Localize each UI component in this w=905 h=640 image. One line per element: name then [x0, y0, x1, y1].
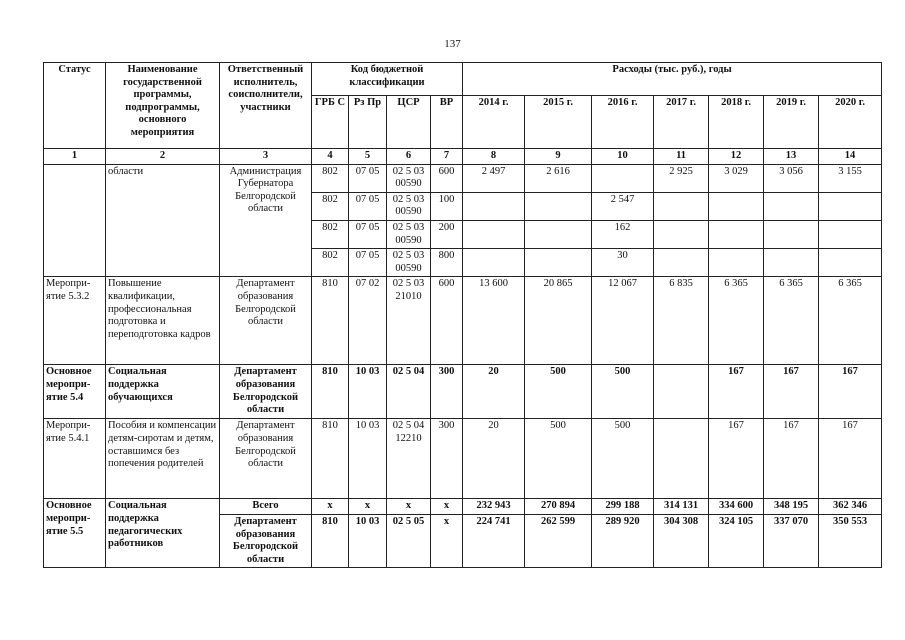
- value-cell: [764, 249, 819, 277]
- grbs-cell: 802: [312, 249, 349, 277]
- value-cell: 500: [525, 419, 592, 499]
- value-cell: [709, 220, 764, 248]
- value-cell: [463, 249, 525, 277]
- value-cell: 224 741: [463, 514, 525, 567]
- value-cell: [525, 249, 592, 277]
- responsible-cell: Департамент образования Белгородской области: [220, 365, 312, 419]
- value-cell: 348 195: [764, 499, 819, 515]
- page-number: 137: [444, 38, 461, 50]
- value-cell: 289 920: [592, 514, 654, 567]
- value-cell: [654, 192, 709, 220]
- status-cell: [44, 164, 106, 277]
- column-number-row: [44, 149, 882, 165]
- csr-cell: x: [387, 499, 431, 515]
- value-cell: [709, 192, 764, 220]
- value-cell: [463, 220, 525, 248]
- value-cell: 30: [592, 249, 654, 277]
- value-cell: [819, 192, 882, 220]
- value-cell: [764, 220, 819, 248]
- csr-cell: 02 5 03 00590: [387, 164, 431, 192]
- table-row: [44, 277, 882, 365]
- value-cell: [764, 192, 819, 220]
- value-cell: [654, 220, 709, 248]
- csr-cell: 02 5 04: [387, 365, 431, 419]
- rzpr-cell: 10 03: [349, 419, 387, 499]
- responsible-cell: Департамент образования Белгородской области: [220, 514, 312, 567]
- header-vr: ВР: [431, 96, 463, 149]
- vr-cell: 300: [431, 365, 463, 419]
- grbs-cell: 810: [312, 277, 349, 365]
- header-year: 2020 г.: [819, 96, 882, 149]
- value-cell: 314 131: [654, 499, 709, 515]
- vr-cell: 600: [431, 277, 463, 365]
- header-year: 2017 г.: [654, 96, 709, 149]
- value-cell: 167: [709, 419, 764, 499]
- value-cell: 232 943: [463, 499, 525, 515]
- value-cell: 2 616: [525, 164, 592, 192]
- name-cell: области: [106, 164, 220, 277]
- table-row: [44, 164, 882, 192]
- grbs-cell: x: [312, 499, 349, 515]
- header-year: 2016 г.: [592, 96, 654, 149]
- vr-cell: x: [431, 514, 463, 567]
- value-cell: 500: [525, 365, 592, 419]
- responsible-cell: Администрация Губернатора Белгородской области: [220, 164, 312, 277]
- value-cell: 350 553: [819, 514, 882, 567]
- value-cell: 2 547: [592, 192, 654, 220]
- responsible-cell: Департамент образования Белгородской области: [220, 419, 312, 499]
- value-cell: 334 600: [709, 499, 764, 515]
- csr-cell: 02 5 03 00590: [387, 220, 431, 248]
- header-year: 2014 г.: [463, 96, 525, 149]
- value-cell: 3 056: [764, 164, 819, 192]
- col-number: 4: [312, 149, 349, 165]
- csr-cell: 02 5 04 12210: [387, 419, 431, 499]
- rzpr-cell: x: [349, 499, 387, 515]
- csr-cell: 02 5 03 00590: [387, 249, 431, 277]
- responsible-cell: Департамент образования Белгородской области: [220, 277, 312, 365]
- grbs-cell: 802: [312, 220, 349, 248]
- value-cell: 20: [463, 365, 525, 419]
- status-cell: Основное меропри-ятие 5.4: [44, 365, 106, 419]
- value-cell: 262 599: [525, 514, 592, 567]
- header-csr: ЦСР: [387, 96, 431, 149]
- rzpr-cell: 07 05: [349, 192, 387, 220]
- grbs-cell: 810: [312, 514, 349, 567]
- header-year: 2019 г.: [764, 96, 819, 149]
- value-cell: 3 155: [819, 164, 882, 192]
- value-cell: 6 365: [764, 277, 819, 365]
- value-cell: 270 894: [525, 499, 592, 515]
- value-cell: 167: [709, 365, 764, 419]
- value-cell: 167: [819, 365, 882, 419]
- col-number: 6: [387, 149, 431, 165]
- value-cell: [819, 220, 882, 248]
- col-number: 12: [709, 149, 764, 165]
- value-cell: [654, 249, 709, 277]
- rzpr-cell: 07 05: [349, 220, 387, 248]
- col-number: 11: [654, 149, 709, 165]
- value-cell: 12 067: [592, 277, 654, 365]
- header-responsible: Ответственный исполнитель, соисполнители, участники: [220, 63, 312, 149]
- value-cell: 500: [592, 419, 654, 499]
- value-cell: 13 600: [463, 277, 525, 365]
- value-cell: 299 188: [592, 499, 654, 515]
- value-cell: [525, 220, 592, 248]
- header-budget-code: Код бюджетной классификации: [312, 63, 463, 96]
- vr-cell: 100: [431, 192, 463, 220]
- vr-cell: 300: [431, 419, 463, 499]
- vr-cell: 200: [431, 220, 463, 248]
- value-cell: [654, 365, 709, 419]
- value-cell: 2 925: [654, 164, 709, 192]
- value-cell: 337 070: [764, 514, 819, 567]
- table-row: [44, 365, 882, 419]
- value-cell: 162: [592, 220, 654, 248]
- col-number: 7: [431, 149, 463, 165]
- value-cell: 167: [764, 419, 819, 499]
- col-number: 5: [349, 149, 387, 165]
- value-cell: 500: [592, 365, 654, 419]
- header-name: Наименование государственной программы, подпрограммы, основного мероприятия: [106, 63, 220, 149]
- header-rzpr: Рз Пр: [349, 96, 387, 149]
- grbs-cell: 810: [312, 419, 349, 499]
- value-cell: [525, 192, 592, 220]
- vr-cell: x: [431, 499, 463, 515]
- col-number: 9: [525, 149, 592, 165]
- csr-cell: 02 5 03 21010: [387, 277, 431, 365]
- header-year: 2015 г.: [525, 96, 592, 149]
- name-cell: Повышение квалификации, профессиональная подготовка и переподготовка кадров: [106, 277, 220, 365]
- value-cell: 362 346: [819, 499, 882, 515]
- rzpr-cell: 07 02: [349, 277, 387, 365]
- value-cell: 3 029: [709, 164, 764, 192]
- value-cell: [654, 419, 709, 499]
- col-number: 2: [106, 149, 220, 165]
- header-expenses: Расходы (тыс. руб.), годы: [463, 63, 882, 96]
- table-row: [44, 499, 882, 515]
- header-year: 2018 г.: [709, 96, 764, 149]
- grbs-cell: 810: [312, 365, 349, 419]
- vr-cell: 800: [431, 249, 463, 277]
- grbs-cell: 802: [312, 192, 349, 220]
- value-cell: 20: [463, 419, 525, 499]
- csr-cell: 02 5 03 00590: [387, 192, 431, 220]
- value-cell: 324 105: [709, 514, 764, 567]
- grbs-cell: 802: [312, 164, 349, 192]
- col-number: 14: [819, 149, 882, 165]
- value-cell: [463, 192, 525, 220]
- vr-cell: 600: [431, 164, 463, 192]
- value-cell: [819, 249, 882, 277]
- col-number: 3: [220, 149, 312, 165]
- rzpr-cell: 10 03: [349, 514, 387, 567]
- value-cell: 167: [764, 365, 819, 419]
- name-cell: Социальная поддержка педагогических работников: [106, 499, 220, 568]
- col-number: 13: [764, 149, 819, 165]
- responsible-cell: Всего: [220, 499, 312, 515]
- value-cell: 304 308: [654, 514, 709, 567]
- table-row: [44, 419, 882, 499]
- rzpr-cell: 07 05: [349, 164, 387, 192]
- col-number: 8: [463, 149, 525, 165]
- name-cell: Социальная поддержка обучающихся: [106, 365, 220, 419]
- status-cell: Меропри-ятие 5.4.1: [44, 419, 106, 499]
- value-cell: 167: [819, 419, 882, 499]
- name-cell: Пособия и компенсации детям-сиротам и детям, оставшимся без попечения родителей: [106, 419, 220, 499]
- header-status: Статус: [44, 63, 106, 149]
- value-cell: [592, 164, 654, 192]
- col-number: 1: [44, 149, 106, 165]
- budget-table: [43, 62, 882, 568]
- value-cell: 6 835: [654, 277, 709, 365]
- value-cell: 6 365: [709, 277, 764, 365]
- csr-cell: 02 5 05: [387, 514, 431, 567]
- status-cell: Меропри-ятие 5.3.2: [44, 277, 106, 365]
- value-cell: 2 497: [463, 164, 525, 192]
- value-cell: 6 365: [819, 277, 882, 365]
- status-cell: Основное меропри-ятие 5.5: [44, 499, 106, 568]
- rzpr-cell: 10 03: [349, 365, 387, 419]
- col-number: 10: [592, 149, 654, 165]
- header-grbs: ГРБ С: [312, 96, 349, 149]
- value-cell: [709, 249, 764, 277]
- value-cell: 20 865: [525, 277, 592, 365]
- rzpr-cell: 07 05: [349, 249, 387, 277]
